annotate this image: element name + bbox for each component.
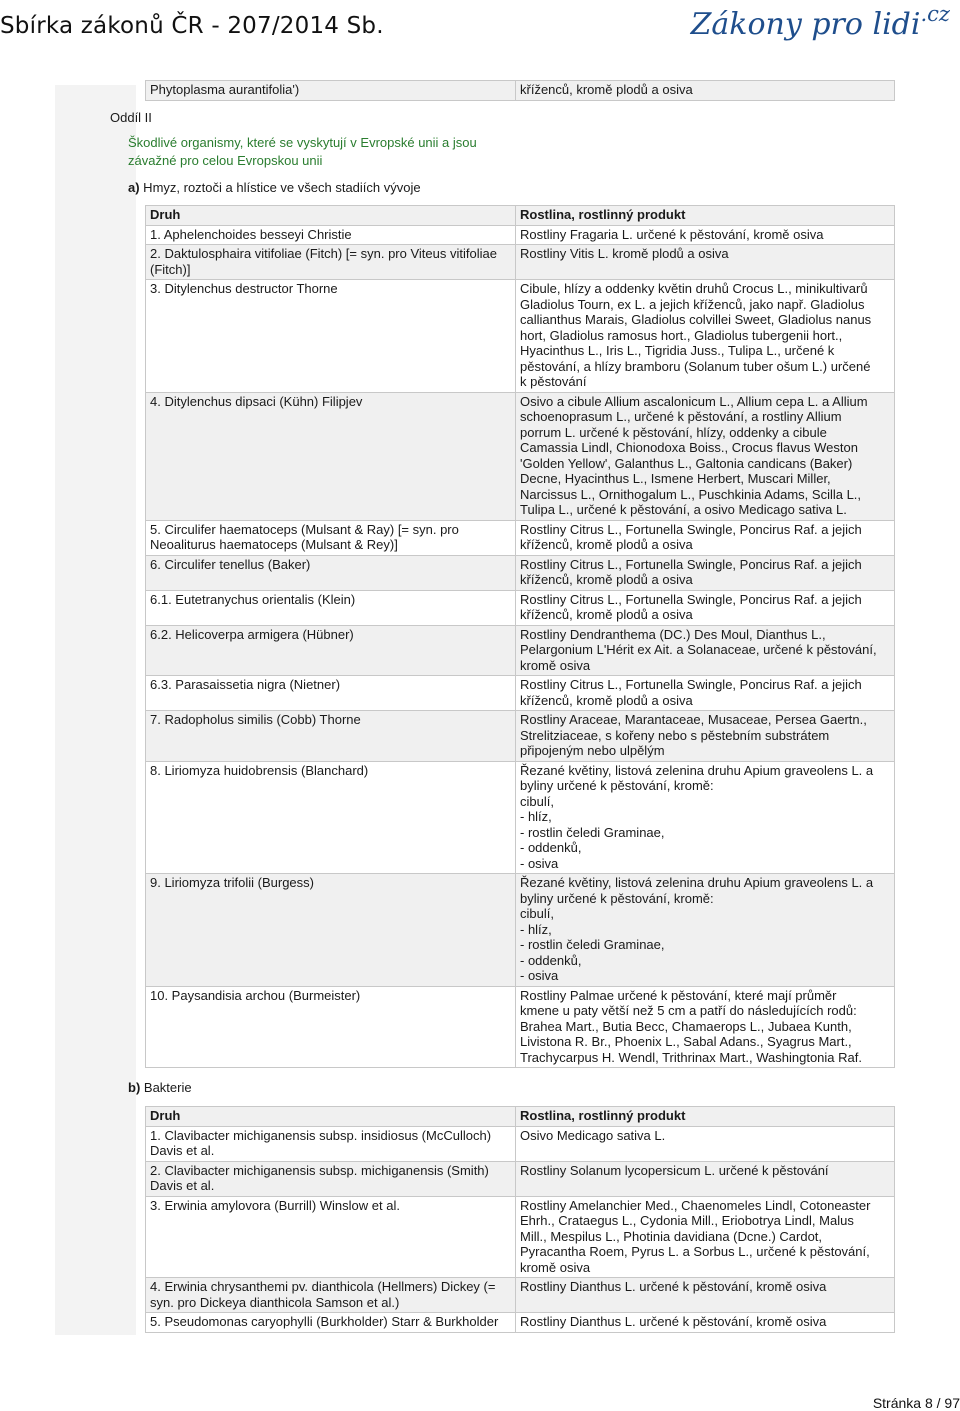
table-row [146,1126,895,1161]
host-line: Rostliny Citrus L., Fortunella Swingle, Poncirus Raf. a jejich [520,677,862,692]
host-line: k pěstování [520,374,587,389]
organism-cell [146,676,516,711]
host-line: Rostliny Palmae určené k pěstování, které mají průměr [520,987,837,1003]
table-row [146,874,895,987]
host-line: Gladiolus Tourn, ex L. a jejich kříženců, jako např. Gladiolus [520,296,865,312]
table-row [146,520,895,555]
organism-cell [146,874,516,987]
host-line: kříženců, kromě plodů a osiva [520,572,693,587]
host-cell [516,874,895,987]
host-line: cibulí, [520,906,554,921]
organism-line: 4. Ditylenchus dipsaci (Kühn) Filipjev [150,393,363,409]
host-line: byliny určené k pěstování, kromě: [520,890,714,906]
host-line: Rostliny Citrus L., Fortunella Swingle, Poncirus Raf. a jejich [520,521,862,537]
host-line: byliny určené k pěstování, kromě: [520,778,714,793]
organism-line: 4. Erwinia chrysanthemi pv. dianthicola (Hellmers) Dickey (= [150,1279,496,1294]
table-row [146,1313,895,1333]
organism-line: 10. Paysandisia archou (Burmeister) [150,987,361,1003]
organism-cell [146,225,516,245]
host-line: pěstování, a hlízy bramboru (Solanum tuber ošum L.) určené [520,358,871,374]
host-cell [516,1313,895,1333]
table-row [146,761,895,874]
organism-line: (Fitch)] [150,261,191,277]
subsection-a-letter: a) [128,180,140,195]
column-header-host: Rostlina, rostlinný produkt [516,1107,895,1127]
host-cell [516,761,895,874]
host-cell [516,1126,895,1161]
host-line: Narcissus L., Ornithogalum L., Puschkinia Adams, Scilla L., [520,486,862,502]
host-line: - osiva [520,968,559,983]
host-cell [516,676,895,711]
organism-cell [146,1161,516,1196]
host-line: Pelargonium L'Hérit ex Ait. a Solanaceae, určené k pěstování, [520,642,877,657]
organism-cell [146,761,516,874]
organism-line: 1. Clavibacter michiganensis subsp. insidiosus (McCulloch) [150,1127,492,1143]
organism-line: 5. Circulifer haematoceps (Mulsant & Ray) [= syn. pro [150,521,459,537]
site-title: Sbírka zákonů ČR - 207/2014 Sb. [0,13,384,39]
host-line: kříženců, kromě plodů a osiva [520,607,693,622]
host-line: Trachycarpus H. Wendl, Trithrinax Mart., Washingtonia Raf. [520,1049,862,1065]
brand-logo[interactable] [691,2,950,42]
pest-table [145,205,895,1068]
organism-cell [146,555,516,590]
host-cell [516,520,895,555]
host-line: Rostliny Citrus L., Fortunella Swingle, Poncirus Raf. a jejich [520,556,862,572]
host-cell [516,986,895,1068]
organism-line: 5. Pseudomonas caryophylli (Burkholder) Starr & Burkholder [150,1314,499,1329]
host-line: kromě osiva [520,657,591,673]
organism-line: 6.3. Parasaissetia nigra (Nietner) [150,677,341,692]
section-heading-line1: Škodlivé organismy, které se vyskytují v Evropské unii a jsou [128,135,477,150]
host-line: - hlíz, [520,921,552,937]
table-row [146,1161,895,1196]
organism-cell [146,280,516,393]
host-line: Tulipa L., určené k pěstování, a osivo Medicago sativa L. [520,502,847,517]
host-line: hort, Gladiolus ramosus hort., Gladiolus tubergenii hort., [520,327,843,343]
host-line: Pyracantha Roem, Pyrus L. a Sorbus L., určené k pěstování, [520,1244,870,1259]
host-line: - rostlin čeledi Graminae, [520,824,665,840]
host-line: kříženců, kromě plodů a osiva [520,692,693,708]
table-row [146,986,895,1068]
organism-cell [146,1126,516,1161]
host-line: schoenoprasum L., určené k pěstování, a rostliny Allium [520,409,842,424]
table-row [146,590,895,625]
host-line: callianthus Marais, Gladiolus colvillei Sweet, Gladiolus nanus [520,312,872,327]
host-cell [516,280,895,393]
host-line: Cibule, hlízy a oddenky květin druhů Crocus L., minikultivarů [520,281,868,296]
organism-cell [146,1313,516,1333]
host-line: Rostliny Fragaria L. určené k pěstování, kromě osiva [520,226,824,242]
host-line: cibulí, [520,793,554,809]
subsection-b-text: Bakterie [140,1080,192,1095]
host-line: Rostliny Dendranthema (DC.) Des Moul, Dianthus L., [520,626,826,642]
organism-line: 2. Daktulosphaira vitifoliae (Fitch) [= syn. pro Viteus vitifoliae [150,246,497,261]
subsection-b [128,1080,192,1096]
table-row [146,1196,895,1278]
host-line: kříženců, kromě plodů a osiva [520,537,693,552]
table-row [146,392,895,520]
host-line: Brahea Mart., Butia Becc, Chamaerops L., Jubaea Kunth, [520,1018,852,1034]
host-line: Rostliny Araceae, Marantaceae, Musaceae, Persea Gaertn., [520,712,867,727]
organism-cell [146,590,516,625]
host-line: Rostliny Amelanchier Med., Chaenomeles Lindl, Cotoneaster [520,1197,871,1213]
host-cell [516,1161,895,1196]
host-line: Mill., Mespilus L., Photinia davidiana (Dcne.) Cardot, [520,1228,823,1244]
host-line: Ehrh., Crataegus L., Cydonia Mill., Eriobotrya Lindl, Malus [520,1213,854,1228]
host-line: Osivo Medicago sativa L. [520,1127,666,1143]
bacteria-table [145,1106,895,1333]
organism-line: 8. Liriomyza huidobrensis (Blanchard) [150,762,369,778]
organism-line: 3. Erwinia amylovora (Burrill) Winslow et al. [150,1197,400,1213]
organism-line: syn. pro Dickeya dianthicola Samson et al.) [150,1294,400,1310]
organism-line: 6. Circulifer tenellus (Baker) [150,556,311,572]
host-cell [516,1196,895,1278]
host-cell [516,1278,895,1313]
host-line: Livistona R. Br., Phoenix L., Sabal Adans., Syagrus Mart., [520,1034,852,1049]
organism-cell [146,625,516,676]
table-row [146,711,895,762]
section-label: Oddíl II [110,110,152,125]
organism-line: 2. Clavibacter michiganensis subsp. michiganensis (Smith) [150,1162,489,1178]
host-cell [516,245,895,280]
side-panel [55,85,136,1335]
table-row [146,1278,895,1313]
column-header-species: Druh [146,206,516,226]
host-line: - hlíz, [520,809,552,824]
column-header-host: Rostlina, rostlinný produkt [516,206,895,226]
host-line: Strelitziaceae, s kořeny nebo s pěstebním substrátem [520,727,830,743]
host-line: 'Golden Yellow', Galanthus L., Galtonia candicans (Baker) [520,455,853,471]
brand-tld: .cz [920,2,950,26]
subsection-a [128,180,421,196]
host-line: Rostliny Vitis L. kromě plodů a osiva [520,246,729,261]
host-line: - oddenků, [520,840,582,855]
table-row [146,625,895,676]
table-row [146,245,895,280]
organism-cell [146,1196,516,1278]
host-cell [516,625,895,676]
host-cell [516,392,895,520]
host-line: Řezané květiny, listová zelenina druhu Apium graveolens L. a [520,875,874,890]
organism-cell [146,986,516,1068]
top-bar [0,0,960,50]
organism-line: 3. Ditylenchus destructor Thorne [150,281,338,296]
host-line: - oddenků, [520,952,582,968]
organism-cell [146,711,516,762]
host-line: připojeným nebo ulpělým [520,743,665,758]
organism-cell [146,245,516,280]
host-line: Rostliny Citrus L., Fortunella Swingle, Poncirus Raf. a jejich [520,591,862,607]
host-cell [516,555,895,590]
host-line: Rostliny Dianthus L. určené k pěstování, kromě osiva [520,1279,827,1294]
host-line: Rostliny Solanum lycopersicum L. určené k pěstování [520,1162,829,1178]
host-line: Hyacinthus L., Iris L., Tigridia Juss., Tulipa L., určené k [520,343,835,358]
organism-line: 1. Aphelenchoides besseyi Christie [150,226,352,242]
host-line: kromě osiva [520,1259,591,1275]
table-row [146,225,895,245]
subsection-a-text: Hmyz, roztoči a hlístice ve všech stadiích vývoje [139,180,421,195]
host-line: Camassia Lindl, Chionodoxa Boiss., Crocus flavus Weston [520,440,858,455]
host-cell [516,711,895,762]
subsection-b-letter: b) [128,1080,141,1095]
host-cell [516,225,895,245]
organism-line: Davis et al. [150,1178,215,1193]
organism-line: Davis et al. [150,1143,215,1158]
organism-line: 6.1. Eutetranychus orientalis (Klein) [150,591,356,607]
table-row [146,555,895,590]
organism-line: 6.2. Helicoverpa armigera (Hübner) [150,626,354,642]
table-row [146,676,895,711]
host-cell [516,590,895,625]
host-line: Osivo a cibule Allium ascalonicum L., Allium cepa L. a Allium [520,393,868,409]
column-header-species: Druh [146,1107,516,1127]
host-line: porrum L. určené k pěstování, hlízy, oddenky a cibule [520,424,827,440]
organism-cell [146,392,516,520]
organism-line: 7. Radopholus similis (Cobb) Thorne [150,712,361,727]
section-heading-line2: závažné pro celou Evropskou unii [128,153,323,168]
page-number: Stránka 8 / 97 [872,1395,960,1411]
host-line: Decne, Hyacinthus L., Ismene Herbert, Muscari Miller, [520,471,831,486]
table-row [146,280,895,393]
top-row-right: kříženců, kromě plodů a osiva [516,81,895,101]
organism-cell [146,1278,516,1313]
organism-line: Neoaliturus haematoceps (Mulsant & Rey)] [150,537,398,552]
host-line: kmene u paty větší než 5 cm a patří do následujících rodů: [520,1003,857,1018]
host-line: Řezané květiny, listová zelenina druhu Apium graveolens L. a [520,762,874,778]
host-line: - osiva [520,855,559,871]
brand-name: Zákony pro lidi [690,7,921,42]
top-row-left: Phytoplasma aurantifolia') [146,81,516,101]
top-partial-row [145,80,895,101]
host-line: - rostlin čeledi Graminae, [520,937,665,952]
organism-line: 9. Liriomyza trifolii (Burgess) [150,875,314,890]
organism-cell [146,520,516,555]
host-line: Rostliny Dianthus L. určené k pěstování, kromě osiva [520,1314,827,1329]
